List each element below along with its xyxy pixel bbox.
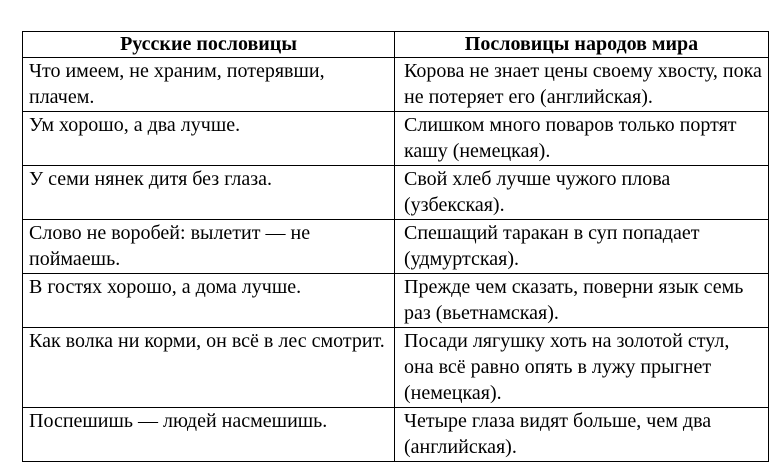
table-row (23, 220, 769, 274)
table-row (23, 112, 769, 166)
russian-proverb-cell: Поспешишь — людей насмешишь. (23, 408, 395, 462)
table-row (23, 274, 769, 328)
table-row (23, 328, 769, 408)
russian-proverb-cell: Ум хорошо, а два лучше. (23, 112, 395, 166)
world-proverb-cell: Спешащий таракан в суп попадает (удмуртская). (395, 220, 769, 274)
world-proverb-cell: Посади лягушку хоть на золотой стул, она всё равно опять в лужу прыгнет (немецкая). (395, 328, 769, 408)
world-proverb-cell: Свой хлеб лучше чужого плова (узбекская). (395, 166, 769, 220)
russian-proverb-cell: У семи нянек дитя без глаза. (23, 166, 395, 220)
proverbs-table (22, 31, 769, 462)
table-row (23, 166, 769, 220)
world-proverb-cell: Прежде чем сказать, поверни язык семь раз (вьетнамская). (395, 274, 769, 328)
column-header-russian: Русские пословицы (23, 32, 395, 58)
column-header-world: Пословицы народов мира (395, 32, 769, 58)
russian-proverb-cell: Слово не воробей: вылетит — не поймаешь. (23, 220, 395, 274)
world-proverb-cell: Слишком много поваров только портят кашу (немецкая). (395, 112, 769, 166)
russian-proverb-cell: Что имеем, не храним, потерявши, плачем. (23, 58, 395, 112)
russian-proverb-cell: Как волка ни корми, он всё в лес смотрит. (23, 328, 395, 408)
table-header-row (23, 32, 769, 58)
world-proverb-cell: Четыре глаза видят больше, чем два (английская). (395, 408, 769, 462)
russian-proverb-cell: В гостях хорошо, а дома лучше. (23, 274, 395, 328)
world-proverb-cell: Корова не знает цены своему хвосту, пока не потеряет его (английская). (395, 58, 769, 112)
table-row (23, 408, 769, 462)
table-row (23, 58, 769, 112)
